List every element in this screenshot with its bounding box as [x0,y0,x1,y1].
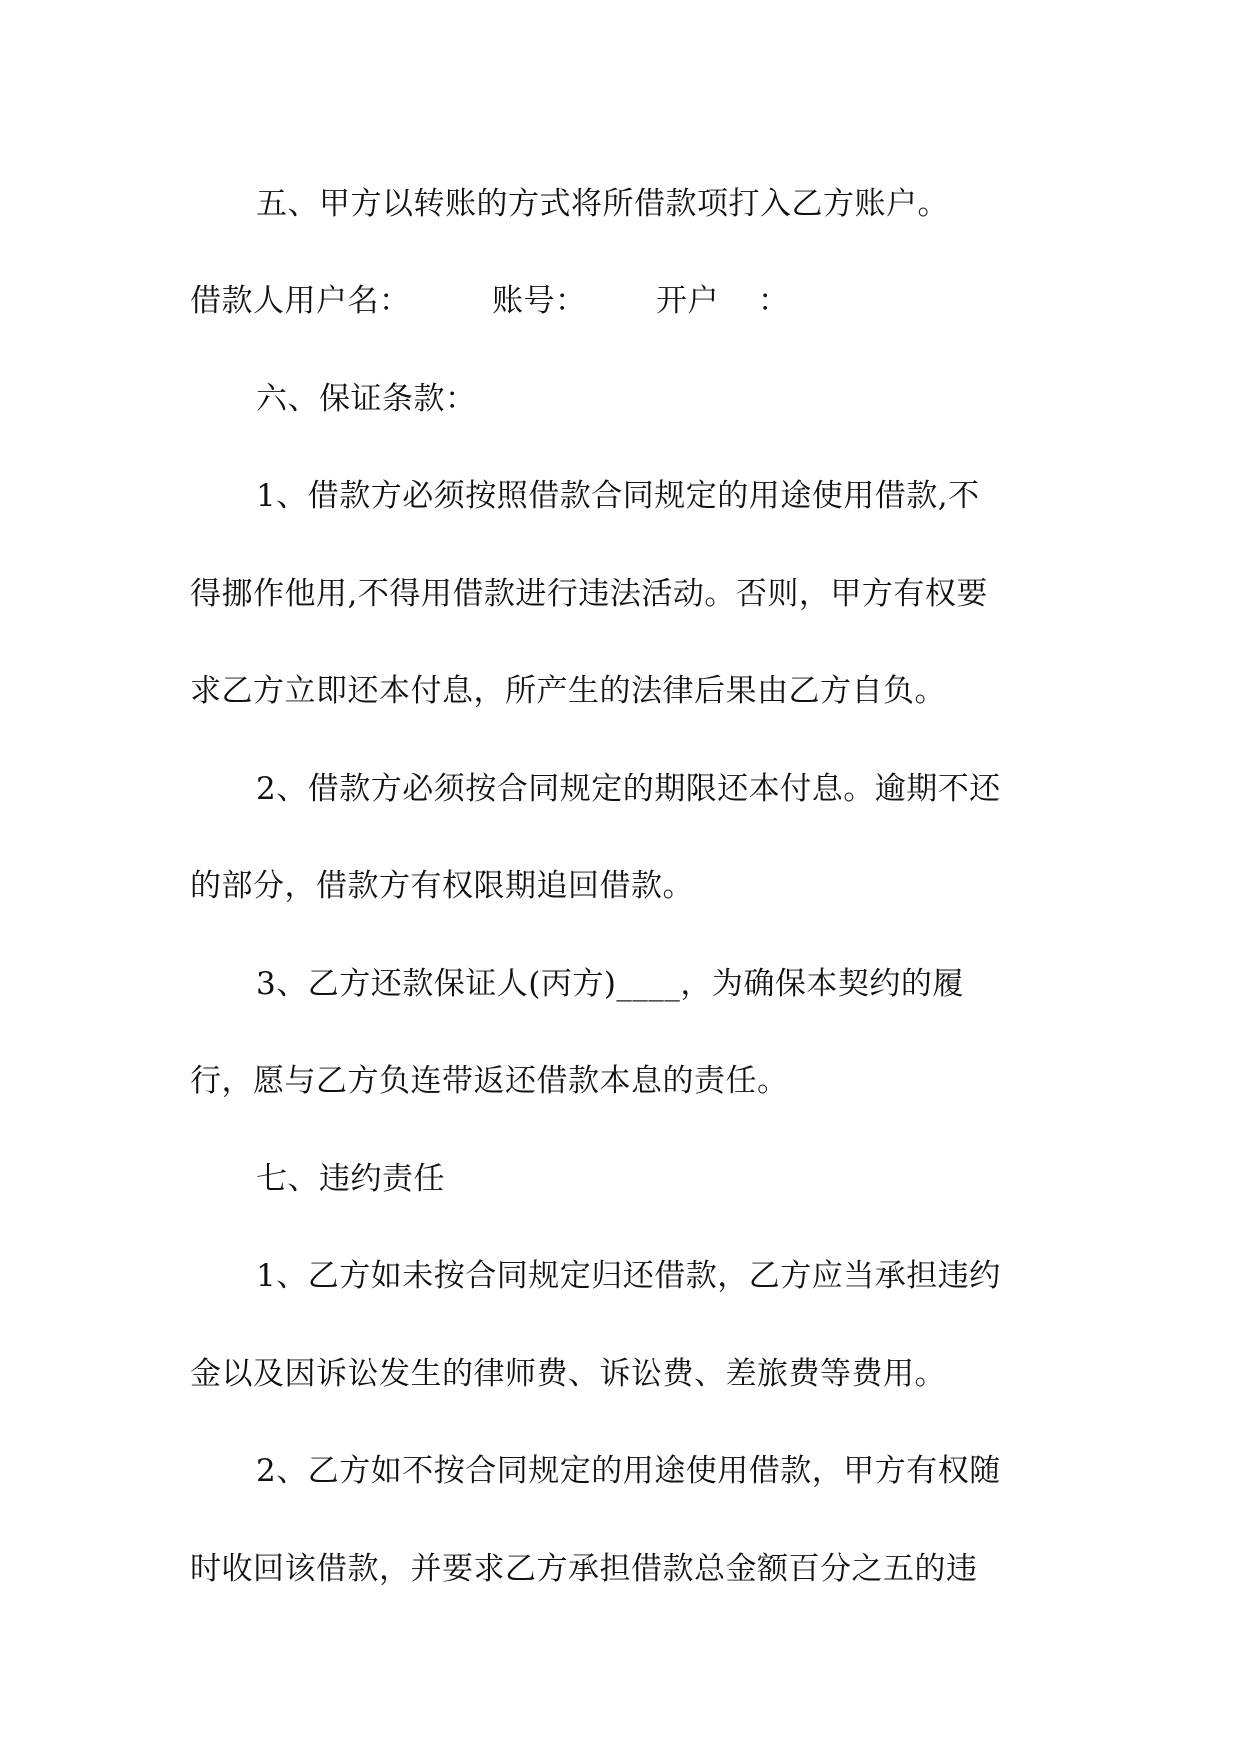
clause-6-1-line-1: 1、借款方必须按照借款合同规定的用途使用借款,不 [256,478,980,514]
clause-5-text: 五、甲方以转账的方式将所借款项打入乙方账户。 [256,186,949,222]
clause-7-1-line-2: 金以及因诉讼发生的律师费、诉讼费、差旅费等费用。 [190,1356,946,1392]
account-number-label: 账号： [492,283,587,319]
clause-6-1-line-3: 求乙方立即还本付息，所产生的法律后果由乙方自负。 [190,673,946,709]
clause-6-3-line-1: 3、乙方还款保证人(丙方)____，为确保本契约的履 [256,966,964,1002]
clause-7-1-line-1: 1、乙方如未按合同规定归还借款，乙方应当承担违约 [256,1258,1001,1294]
clause-7-2-line-1: 2、乙方如不按合同规定的用途使用借款，甲方有权随 [256,1453,1001,1489]
bank-colon: ： [758,283,790,319]
borrower-username-label: 借款人用户名： [190,283,411,319]
section-6-heading: 六、保证条款： [256,381,477,417]
clause-7-2-line-2: 时收回该借款，并要求乙方承担借款总金额百分之五的违 [190,1551,978,1587]
bank-label: 开户 [656,283,719,319]
clause-6-1-line-2: 得挪作他用,不得用借款进行违法活动。否则，甲方有权要 [190,576,988,612]
section-7-heading: 七、违约责任 [256,1161,445,1197]
clause-6-3-line-2: 行，愿与乙方负连带返还借款本息的责任。 [190,1063,789,1099]
clause-6-2-line-1: 2、借款方必须按合同规定的期限还本付息。逾期不还 [256,771,1001,807]
clause-6-2-line-2: 的部分，借款方有权限期追回借款。 [190,868,694,904]
account-info-line [190,276,1050,326]
